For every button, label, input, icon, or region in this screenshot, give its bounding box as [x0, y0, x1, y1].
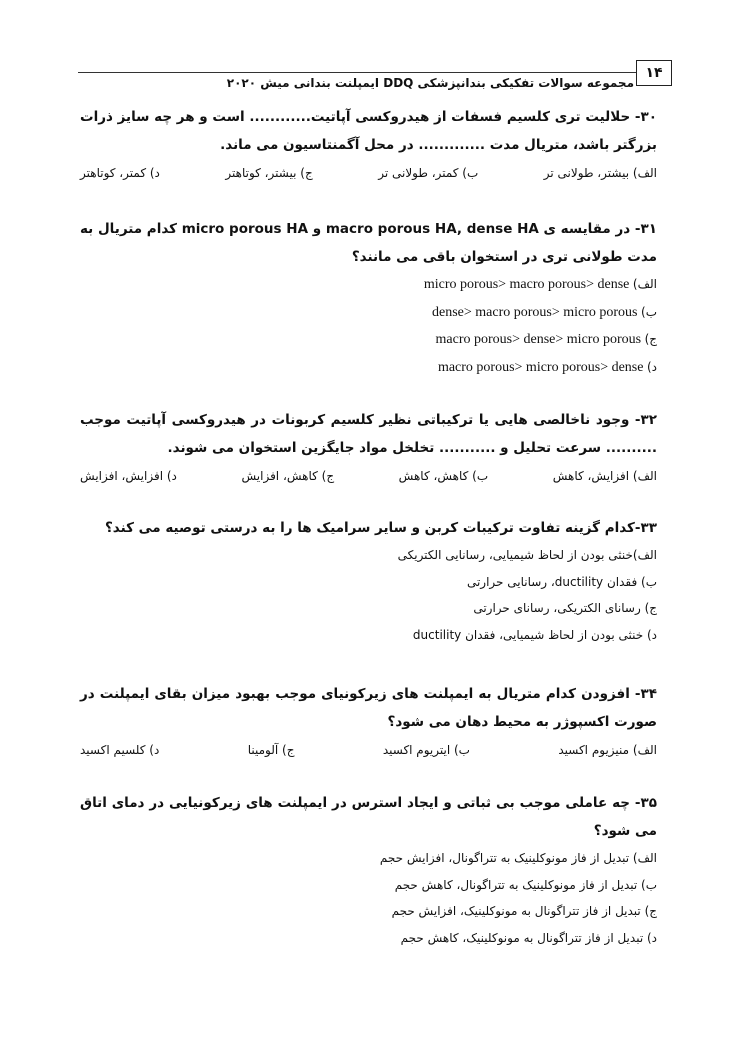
option-d: د) خنثی بودن از لحاظ شیمیایی، فقدان ductility: [412, 627, 657, 642]
question-text: ۳۳-کدام گزینه تفاوت ترکیبات کربن و سایر سرامیک ها را به درستی توصیه می کند؟: [104, 520, 657, 536]
option-b: ب) کاهش، کاهش: [398, 469, 489, 483]
question-32: [80, 406, 657, 514]
question-text: ۳۰- حلالیت تری کلسیم فسفات از هیدروکسی آپاتیت............ است و هر چه سایز ذرات بزرگتر باشد، متریال مدت ............. در محل آگمنتاسیون می ماند.: [80, 109, 657, 153]
option-marker: ج): [644, 332, 657, 346]
option-a: الف) افزایش، کاهش: [552, 469, 657, 483]
question-text: ۳۵- چه عاملی موجب بی ثباتی و ایجاد استرس در ایمپلنت های زیرکونیایی در دمای اتاق می شود؟: [80, 795, 657, 839]
options-column: [80, 542, 657, 648]
option-d: د) کمتر، کوتاهتر: [80, 166, 160, 180]
options-row: [80, 161, 657, 185]
option-text: micro porous> macro porous> dense: [423, 277, 630, 292]
question-text: ۳۱- در مقایسه ی macro porous HA, dense HA و micro porous HA کدام متریال به مدت طولانی تری در استخوان باقی می مانند؟: [80, 221, 657, 265]
option-c: ج) تبدیل از فاز تتراگونال به مونوکلینیک، افزایش حجم: [391, 904, 657, 918]
question-35: [80, 789, 657, 951]
option-c: ج) کاهش، افزایش: [241, 469, 335, 483]
option-b: ب) ایتریوم اکسید: [382, 743, 470, 757]
header-divider: [78, 72, 636, 73]
options-column: [80, 845, 657, 951]
option-c: [80, 326, 657, 354]
options-row: [80, 464, 657, 488]
header-title: مجموعه سوالات تفکیکی بندانپزشکی DDQ ایمپلنت بندانی میش ۲۰۲۰: [226, 76, 634, 90]
option-a: [80, 271, 657, 299]
option-a: الف)خنثی بودن از لحاظ شیمیایی، رسانایی الکتریکی: [397, 548, 657, 562]
question-30: [80, 103, 657, 215]
option-c: ج) رسانای الکتریکی، رسانای حرارتی: [473, 601, 657, 615]
option-a: الف) منیزیوم اکسید: [558, 743, 657, 757]
option-d: د) کلسیم اکسید: [80, 743, 160, 757]
question-33: [80, 514, 657, 680]
option-b: ب) تبدیل از فاز مونوکلینیک به تتراگونال، کاهش حجم: [394, 877, 657, 892]
question-text: ۳۴- افزودن کدام متریال به ایمپلنت های زیرکونیای موجب بهبود میزان بقای ایمپلنت در صورت اکسپوژر به محیط دهان می شود؟: [80, 686, 657, 730]
option-b: ب) فقدان ductility، رسانایی حرارتی: [466, 574, 657, 589]
options-column: [80, 271, 657, 381]
option-d: د) افزایش، افزایش: [80, 469, 177, 483]
option-text: dense> macro porous> micro porous: [431, 304, 638, 320]
question-34: [80, 680, 657, 789]
page-number: ۱۴: [636, 60, 672, 86]
option-text: macro porous> micro porous> dense: [437, 359, 644, 375]
option-marker: ب): [641, 304, 657, 319]
option-d: د) تبدیل از فاز تتراگونال به مونوکلینیک، کاهش حجم: [400, 930, 657, 945]
option-c: ج) بیشتر، کوتاهتر: [225, 166, 313, 180]
options-row: [80, 738, 657, 762]
question-list: [80, 103, 657, 951]
option-marker: د): [646, 359, 657, 374]
option-marker: الف): [632, 277, 657, 291]
option-d: [80, 354, 657, 382]
option-text: macro porous> dense> micro porous: [435, 332, 642, 347]
option-a: الف) تبدیل از فاز مونوکلینیک به تتراگونال، افزایش حجم: [379, 851, 657, 865]
question-31: [80, 215, 657, 406]
option-c: ج) آلومینا: [247, 743, 295, 757]
option-b: [80, 299, 657, 327]
question-text: ۳۲- وجود ناخالصی هایی یا ترکیباتی نظیر کلسیم کربونات در هیدروکسی آپاتیت موجب .......... سرعت تحلیل و ........... تخلخل مواد جایگزین استخوان می شوند.: [80, 412, 657, 456]
option-b: ب) کمتر، طولانی تر: [378, 166, 479, 180]
option-a: الف) بیشتر، طولانی تر: [543, 166, 657, 180]
